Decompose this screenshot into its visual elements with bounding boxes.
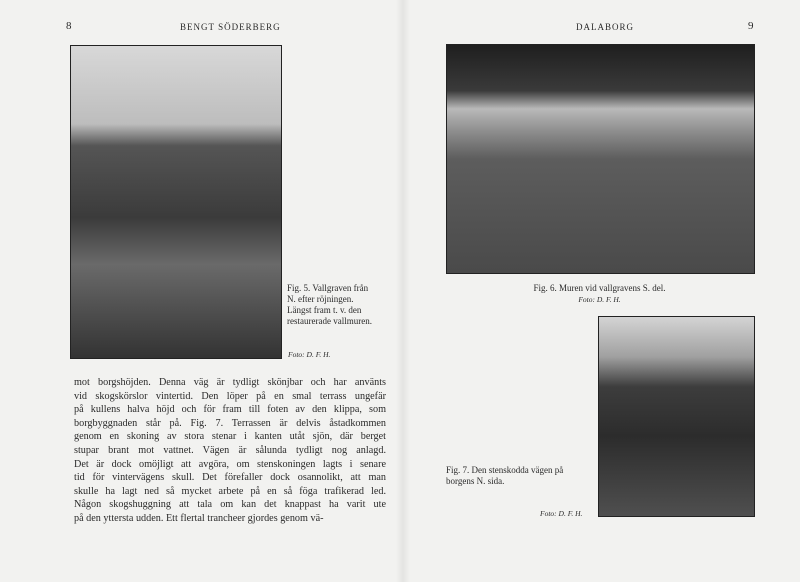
caption-line: Fig. 7. Den stenskodda vägen på (446, 465, 564, 475)
caption-line: restaurerade vallmuren. (287, 316, 372, 326)
photo-credit-fig-5: Foto: D. F. H. (288, 350, 331, 359)
caption-line: Fig. 5. Vallgraven från (287, 283, 369, 293)
text-line: mot borgshöjden. Denna väg är tydligt skönjbar och har använts (74, 377, 386, 388)
text-line: vid skogskörslor vintertid. Den löper på en smal terrass ungefär (74, 390, 386, 402)
caption-line: N. efter röjningen. (287, 294, 354, 304)
photo-fig-5 (70, 45, 282, 359)
photo-fig-7 (598, 316, 755, 517)
photo-fig-6 (446, 44, 755, 274)
text-line: tid för vintervägens skull. Det förefaller dock osannolikt, att man (74, 472, 386, 484)
caption-fig-5 (287, 283, 395, 327)
photo-credit-fig-7: Foto: D. F. H. (540, 509, 583, 518)
text-line: genom en skoning av stora stenar i kanten utåt sjön, där berget (74, 431, 386, 443)
page-number-left: 8 (66, 20, 72, 32)
caption-fig-6: Fig. 6. Muren vid vallgravens S. del. (533, 283, 666, 293)
text-line: borgbyggnaden står på. Fig. 7. Terrassen är delvis åstadkommen (74, 417, 386, 429)
text-line: Någon skogshuggning att tala om kan det knappast ha varit ute (74, 499, 386, 511)
running-head-right: DALABORG (576, 22, 635, 32)
photo-credit-fig-6: Foto: D. F. H. (578, 295, 621, 304)
running-head-left: BENGT SÖDERBERG (180, 22, 281, 32)
text-line: på kullens halva höjd och för fram till foten av den klippa, som (74, 404, 386, 416)
page-number-right: 9 (748, 20, 754, 32)
body-text (74, 376, 386, 526)
text-line: skulle ha lagt ned så mycket arbete på en så föga trafikerad led. (74, 485, 386, 497)
caption-line: Längst fram t. v. den (287, 305, 362, 315)
caption-fig-7 (446, 465, 596, 487)
caption-line: borgens N. sida. (446, 476, 505, 486)
text-line: på den yttersta udden. Ett flertal trancheer gjordes genom vä- (74, 512, 324, 524)
book-gutter (396, 0, 410, 582)
text-line: Det är dock omöjligt att avgöra, om stenskoningen lagts i senare (74, 458, 386, 470)
text-line: stupar brant mot vattnet. Vägen är sålunda tydligt nog anlagd. (74, 444, 386, 456)
